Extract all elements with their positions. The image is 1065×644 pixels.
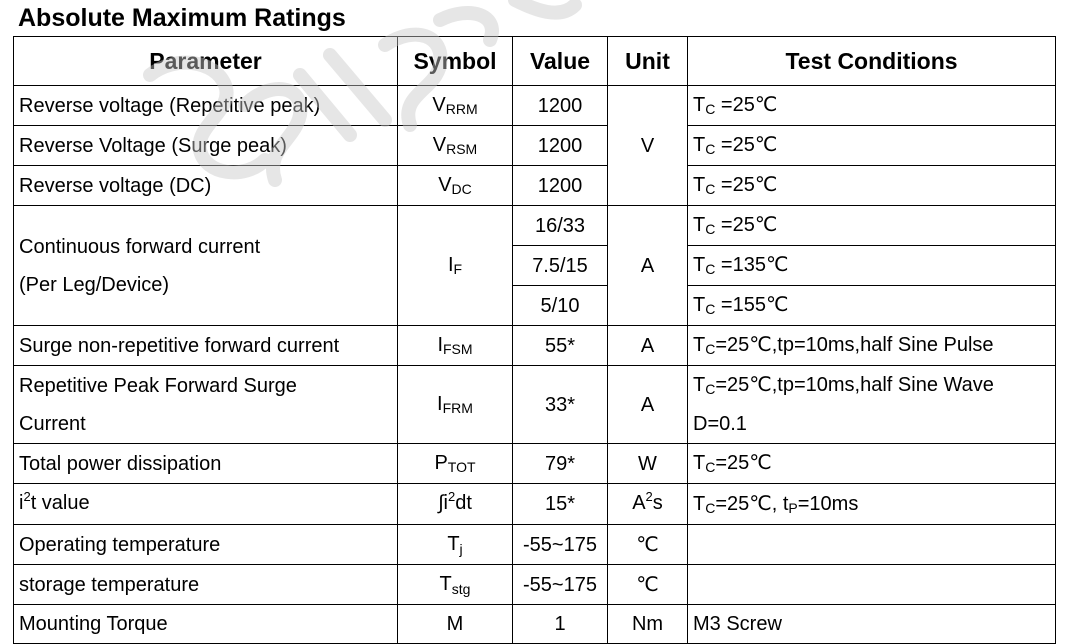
condition-cell: TC=25℃,tp=10ms,half Sine Wave D=0.1 (688, 366, 1056, 444)
value-cell: 16/33 (513, 206, 608, 246)
header-value: Value (513, 37, 608, 86)
value-cell: 79* (513, 444, 608, 484)
absolute-maximum-ratings-table (13, 36, 1056, 644)
header-row (14, 37, 1056, 86)
symbol-cell: IFRM (398, 366, 513, 444)
symbol-cell: M (398, 605, 513, 644)
symbol-cell: IFSM (398, 326, 513, 366)
parameter-cell: Continuous forward current (Per Leg/Device) (14, 206, 398, 326)
value-cell: 5/10 (513, 286, 608, 326)
unit-cell: W (608, 444, 688, 484)
table-row (14, 206, 1056, 246)
condition-cell (688, 525, 1056, 565)
table-row (14, 605, 1056, 644)
parameter-cell: Repetitive Peak Forward Surge Current (14, 366, 398, 444)
unit-cell: ℃ (608, 525, 688, 565)
unit-cell: A (608, 326, 688, 366)
value-cell: -55~175 (513, 525, 608, 565)
table-row (14, 86, 1056, 126)
parameter-cell: Surge non-repetitive forward current (14, 326, 398, 366)
header-test-conditions: Test Conditions (688, 37, 1056, 86)
unit-cell: V (608, 86, 688, 206)
symbol-cell: $\int i^2dt$ (398, 484, 513, 525)
table-row (14, 326, 1056, 366)
parameter-cell: Reverse voltage (DC) (14, 166, 398, 206)
parameter-cell: Mounting Torque (14, 605, 398, 644)
unit-cell: A (608, 366, 688, 444)
parameter-cell: Total power dissipation (14, 444, 398, 484)
parameter-cell: $i^2t$ value (14, 484, 398, 525)
symbol-cell: VRSM (398, 126, 513, 166)
condition-cell: TC =25℃ (688, 166, 1056, 206)
value-cell: 33* (513, 366, 608, 444)
condition-cell: TC=25℃, tP=10ms (688, 484, 1056, 525)
table-row (14, 484, 1056, 525)
table-row (14, 166, 1056, 206)
condition-cell (688, 565, 1056, 605)
value-cell: 55* (513, 326, 608, 366)
value-cell: 7.5/15 (513, 246, 608, 286)
condition-cell: TC=25℃,tp=10ms,half Sine Pulse (688, 326, 1056, 366)
parameter-cell: Operating temperature (14, 525, 398, 565)
value-cell: 1 (513, 605, 608, 644)
condition-cell: TC=25℃ (688, 444, 1056, 484)
unit-cell: ℃ (608, 565, 688, 605)
symbol-cell: PTOT (398, 444, 513, 484)
parameter-cell: Reverse voltage (Repetitive peak) (14, 86, 398, 126)
unit-cell: Nm (608, 605, 688, 644)
parameter-cell: Reverse Voltage (Surge peak) (14, 126, 398, 166)
condition-cell: TC =25℃ (688, 126, 1056, 166)
condition-cell: M3 Screw (688, 605, 1056, 644)
table-row (14, 126, 1056, 166)
condition-cell: TC =135℃ (688, 246, 1056, 286)
condition-cell: TC =155℃ (688, 286, 1056, 326)
unit-cell: A (608, 206, 688, 326)
symbol-cell: IF (398, 206, 513, 326)
table-row (14, 444, 1056, 484)
condition-cell: TC =25℃ (688, 206, 1056, 246)
symbol-cell: VRRM (398, 86, 513, 126)
condition-cell: TC =25℃ (688, 86, 1056, 126)
symbol-cell: VDC (398, 166, 513, 206)
unit-cell: $A^2s$ (608, 484, 688, 525)
value-cell: -55~175 (513, 565, 608, 605)
symbol-cell: $T_j$ (398, 525, 513, 565)
symbol-cell: $T_{stg}$ (398, 565, 513, 605)
table-row (14, 525, 1056, 565)
header-unit: Unit (608, 37, 688, 86)
header-parameter: Parameter (14, 37, 398, 86)
parameter-cell: storage temperature (14, 565, 398, 605)
value-cell: 15* (513, 484, 608, 525)
value-cell: 1200 (513, 166, 608, 206)
section-title: Absolute Maximum Ratings (18, 4, 346, 32)
value-cell: 1200 (513, 126, 608, 166)
table-row (14, 565, 1056, 605)
value-cell: 1200 (513, 86, 608, 126)
table-row (14, 366, 1056, 444)
header-symbol: Symbol (398, 37, 513, 86)
